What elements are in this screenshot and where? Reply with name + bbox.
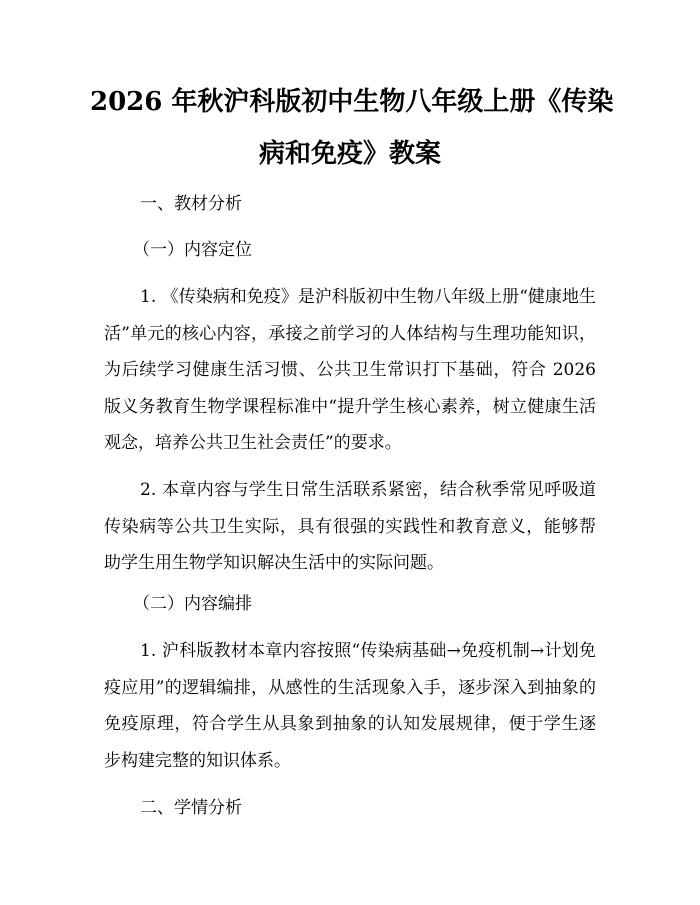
section-heading-textbook-analysis: 一、教材分析 — [140, 194, 242, 214]
document-title-line-2: 病和免疫》教案 — [258, 139, 441, 169]
paragraph-3: 1. 沪科版教材本章内容按照“传染病基础→免疫机制→计划免疫应用”的逻辑编排，从感性的生活现象入手，逐步深入到抽象的免疫原理，符合学生从具象到抽象的认知发展规律，便于学生逐步构建完整的知识体系。 — [104, 641, 596, 771]
paragraph-2: 2. 本章内容与学生日常生活联系紧密，结合秋季常见呼吸道传染病等公共卫生实际，具有很强的实践性和教育意义，能够帮助学生用生物学知识解决生活中的实际问题。 — [104, 480, 596, 573]
subsection-heading-content-positioning: （一）内容定位 — [133, 240, 252, 260]
paragraph-1: 1. 《传染病和免疫》是沪科版初中生物八年级上册“健康地生活”单元的核心内容，承接之前学习的人体结构与生理功能知识，为后续学习健康生活习惯、公共卫生常识打下基础，符合 2026 版义务教育生物学课程标准中“提升学生核心素养，树立健康生活观念，培养公共卫生社会责任”的要求。 — [104, 287, 596, 453]
document-title-line-1: 2026 年秋沪科版初中生物八年级上册《传染 — [90, 87, 614, 117]
subsection-heading-content-arrangement: （二）内容编排 — [133, 594, 252, 614]
section-heading-learner-analysis: 二、学情分析 — [140, 798, 242, 818]
